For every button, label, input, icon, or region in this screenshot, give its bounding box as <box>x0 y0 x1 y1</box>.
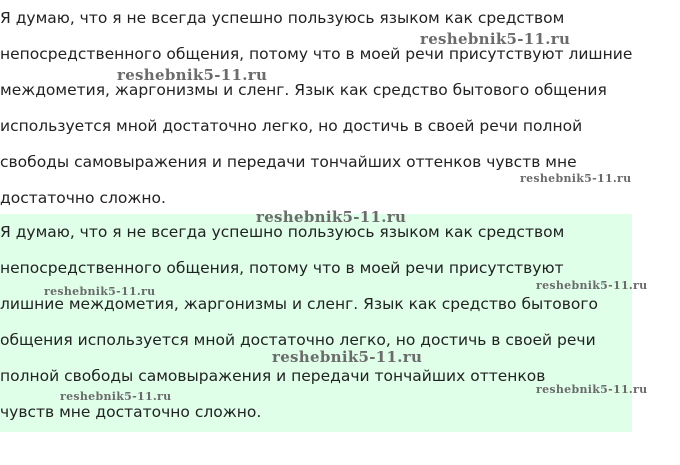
watermark: reshebnik5-11.ru <box>117 66 268 84</box>
paragraph-original <box>0 0 665 216</box>
text-line: Я думаю, что я не всегда успешно пользуюсь языком как средством <box>0 223 565 241</box>
watermark: reshebnik5-11.ru <box>536 279 648 292</box>
text-line: Я думаю, что я не всегда успешно пользуюсь языком как средством <box>0 9 565 27</box>
text-line: полной свободы самовыражения и передачи тончайших оттенков <box>0 367 546 385</box>
watermark: reshebnik5-11.ru <box>420 30 571 48</box>
text-line: непосредственного общения, потому что в моей речи присутствуют <box>0 259 564 277</box>
text-line: свободы самовыражения и передачи тончайших оттенков чувств мне <box>0 153 577 171</box>
text-line: общения используется мной достаточно легко, но достичь в своей речи <box>0 331 596 349</box>
paragraph-highlighted <box>0 214 632 432</box>
watermark: reshebnik5-11.ru <box>520 172 632 185</box>
watermark: reshebnik5-11.ru <box>256 208 407 226</box>
watermark: reshebnik5-11.ru <box>44 285 156 298</box>
text-line: непосредственного общения, потому что в моей речи присутствуют лишние <box>0 45 633 63</box>
text-line: лишние междометия, жаргонизмы и сленг. Язык как средство бытового <box>0 295 599 313</box>
watermark: reshebnik5-11.ru <box>272 348 423 366</box>
text-line: междометия, жаргонизмы и сленг. Язык как средство бытового общения <box>0 81 607 99</box>
text-line: достаточно сложно. <box>0 189 166 207</box>
watermark: reshebnik5-11.ru <box>60 390 172 403</box>
text-line: используется мной достаточно легко, но достичь в своей речи полной <box>0 117 583 135</box>
text-line: чувств мне достаточно сложно. <box>0 403 262 421</box>
watermark: reshebnik5-11.ru <box>536 383 648 396</box>
